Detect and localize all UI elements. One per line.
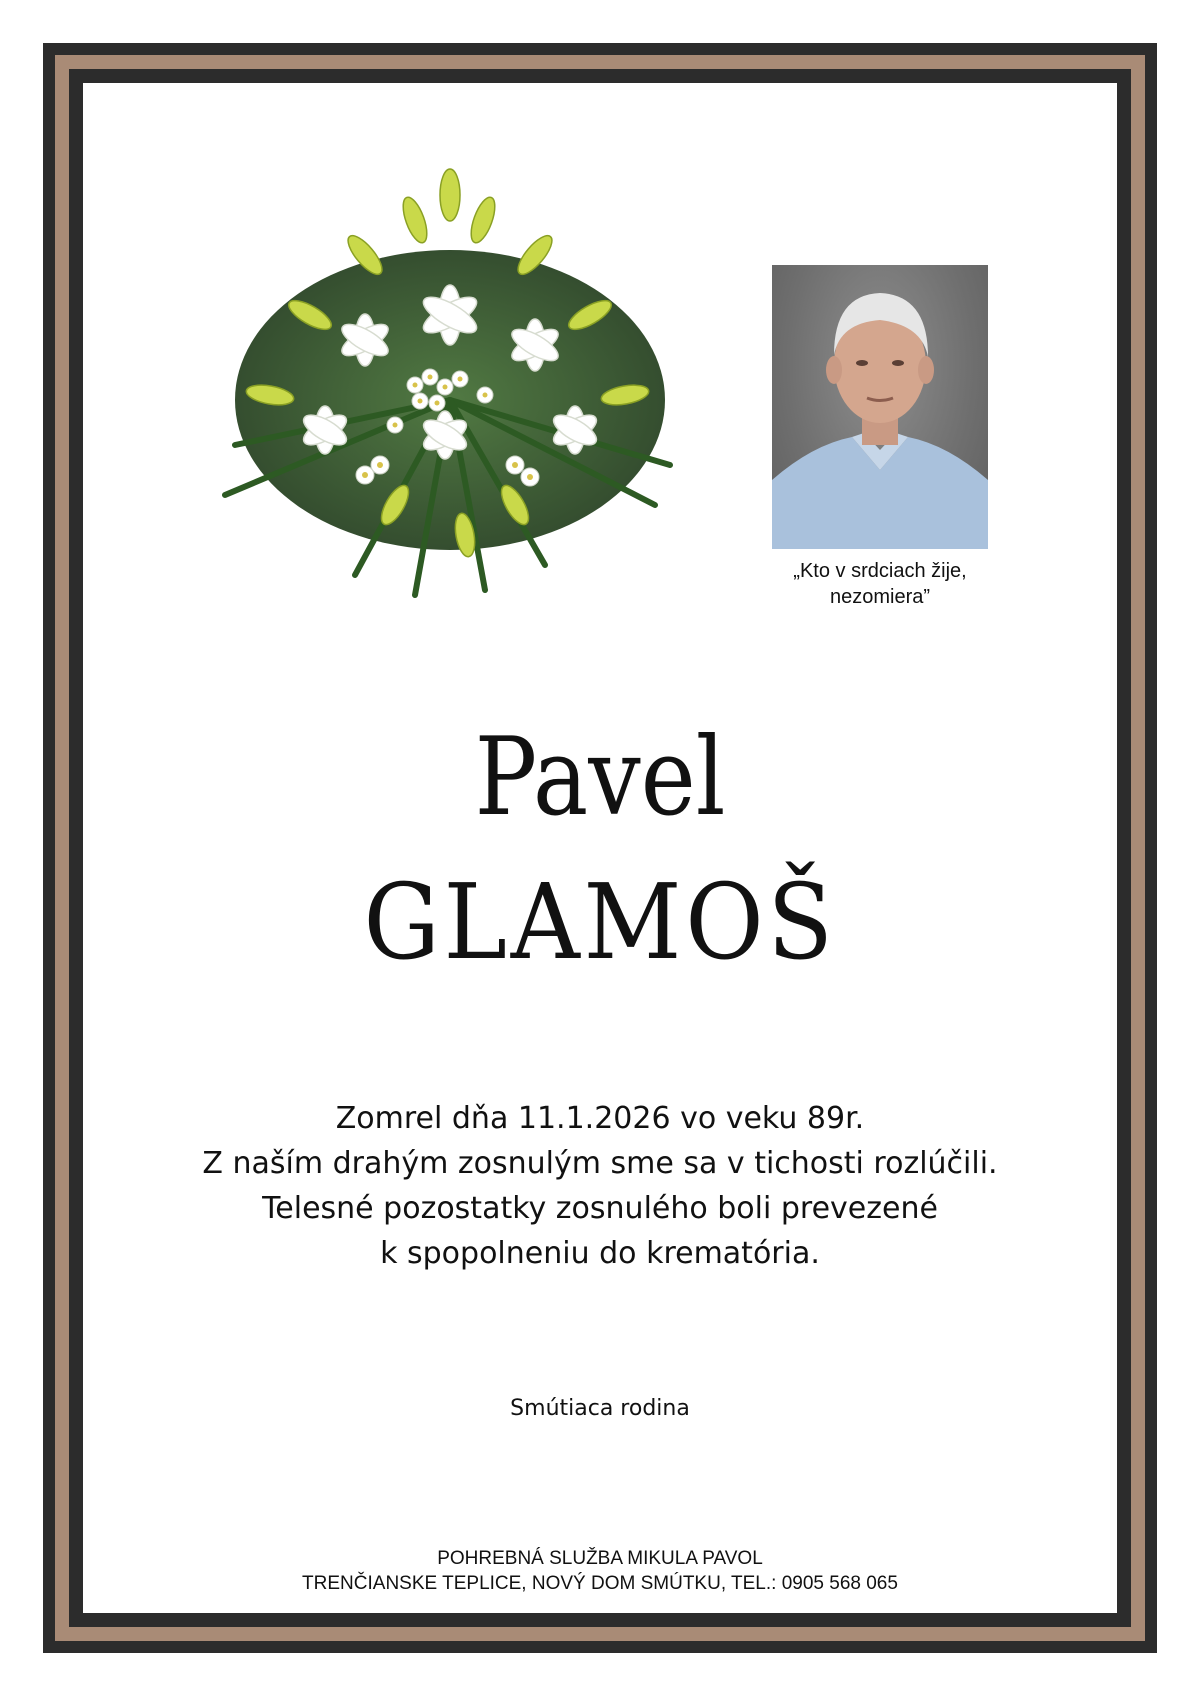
announcement-line-4: k spopolneniu do krematória. [380, 1236, 820, 1271]
family-signature: Smútiaca rodina [510, 1396, 690, 1421]
announcement-line-3: Telesné pozostatky zosnulého boli prevezené [262, 1191, 938, 1226]
deceased-last-name: GLAMOŠ [363, 861, 837, 983]
announcement-text [150, 1096, 1050, 1276]
deceased-first-name: Pavel [474, 715, 726, 840]
memorial-quote [730, 558, 1030, 610]
flower-wreath-image [215, 165, 685, 605]
quote-line-1: „Kto v srdciach žije, [793, 560, 967, 582]
announcement-line-1: Zomrel dňa 11.1.2026 vo veku 89r. [335, 1101, 865, 1136]
funeral-service-footer [150, 1546, 1050, 1596]
announcement-line-2: Z naším drahým zosnulým sme sa v tichosti rozlúčili. [202, 1146, 998, 1181]
footer-line-1: POHREBNÁ SLUŽBA MIKULA PAVOL [437, 1548, 763, 1569]
portrait-photo [772, 265, 988, 549]
portrait-figure-icon [772, 265, 988, 549]
quote-line-2: nezomiera” [829, 586, 931, 608]
footer-line-2: TRENČIANSKE TEPLICE, NOVÝ DOM SMÚTKU, TEL.: 0905 568 065 [302, 1573, 898, 1594]
